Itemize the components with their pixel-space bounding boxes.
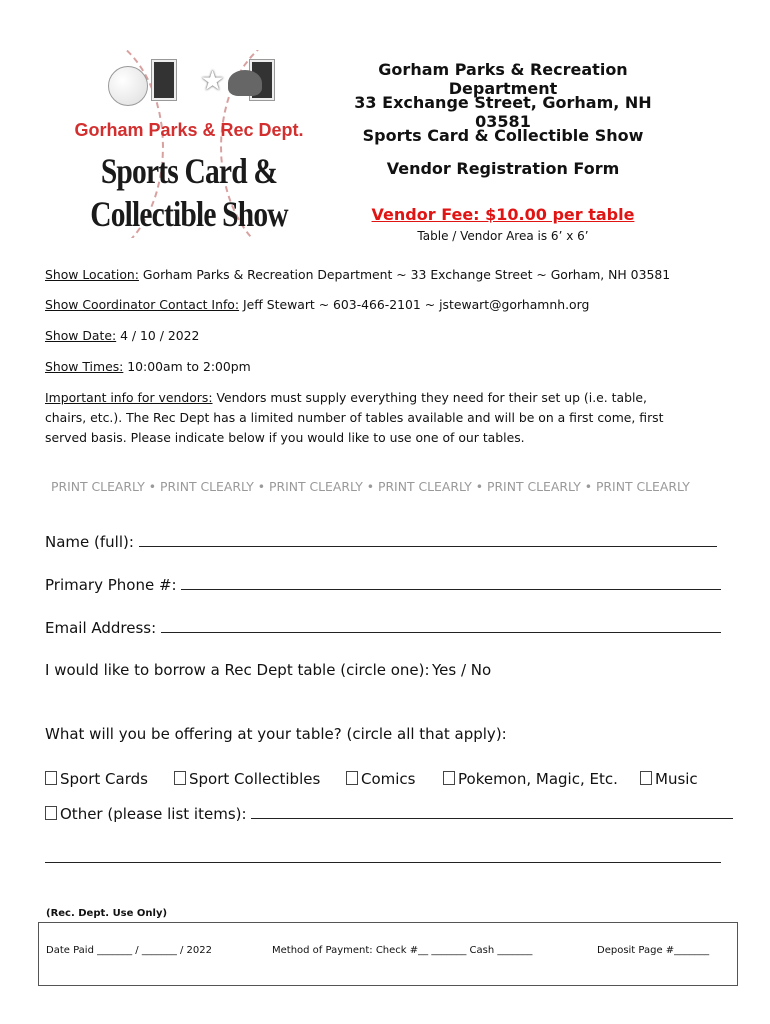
other-label: Other (please list items): xyxy=(60,805,247,823)
other-input-line-2[interactable] xyxy=(45,848,721,863)
date-paid: Date Paid _______ / _______ / 2022 xyxy=(46,945,212,956)
show-date-value: 4 / 10 / 2022 xyxy=(116,328,200,343)
phone-input-line[interactable] xyxy=(181,575,721,590)
baseball-icon xyxy=(108,66,148,106)
payment-method: Method of Payment: Check #__ _______ Cash _______ xyxy=(272,945,533,956)
helmet-icon xyxy=(228,70,262,96)
option-pokemon-magic[interactable]: Pokemon, Magic, Etc. xyxy=(443,770,618,788)
important-info-label: Important info for vendors: xyxy=(45,390,213,405)
other-field[interactable] xyxy=(45,804,733,823)
show-date-label: Show Date: xyxy=(45,328,117,343)
option-sport-collectibles[interactable]: Sport Collectibles xyxy=(174,770,320,788)
logo-dept-text: Gorham Parks & Rec Dept. xyxy=(74,120,304,140)
show-location xyxy=(45,265,735,285)
checkbox-icon[interactable] xyxy=(45,771,57,785)
logo-line-2: Collectible Show xyxy=(90,194,288,234)
name-input-line[interactable] xyxy=(139,532,717,547)
deposit-page: Deposit Page #_______ xyxy=(597,945,710,956)
name-label: Name (full): xyxy=(45,533,134,551)
important-info-value: Vendors must supply everything they need for their set up (i.e. table, chairs, etc.). The Rec Dept has a limited number of tables available and will be on a first come, first served basis. Please indicate below if you would like to use one of our tables. xyxy=(45,390,664,445)
email-input-line[interactable] xyxy=(161,618,721,633)
show-coordinator xyxy=(45,295,735,315)
show-coordinator-value: Jeff Stewart ~ 603-466-2101 ~ jstewart@gorhamnh.org xyxy=(239,297,590,312)
show-times-label: Show Times: xyxy=(45,359,124,374)
event-logo xyxy=(60,50,318,238)
print-clearly-banner: PRINT CLEARLY • PRINT CLEARLY • PRINT CLEARLY • PRINT CLEARLY • PRINT CLEARLY • PRINT CLEARLY xyxy=(51,479,690,494)
option-comics[interactable]: Comics xyxy=(346,770,416,788)
star-icon: ★ xyxy=(200,65,226,96)
header-form-title: Vendor Registration Form xyxy=(386,159,620,178)
checkbox-icon[interactable] xyxy=(346,771,358,785)
checkbox-icon[interactable] xyxy=(443,771,455,785)
checkbox-icon[interactable] xyxy=(45,806,57,820)
vendor-area: Table / Vendor Area is 6’ x 6’ xyxy=(417,229,589,243)
option-sport-cards[interactable]: Sport Cards xyxy=(45,770,148,788)
borrow-label: I would like to borrow a Rec Dept table (circle one): xyxy=(45,661,430,679)
office-use-title: (Rec. Dept. Use Only) xyxy=(46,908,168,919)
vendor-fee: Vendor Fee: $10.00 per table xyxy=(371,205,635,224)
phone-field[interactable] xyxy=(45,575,721,594)
email-field[interactable] xyxy=(45,618,721,637)
show-times xyxy=(45,357,735,377)
show-date xyxy=(45,326,735,346)
important-info xyxy=(45,388,675,448)
borrow-options[interactable]: Yes / No xyxy=(432,661,492,679)
other-input-line[interactable] xyxy=(251,804,733,819)
email-label: Email Address: xyxy=(45,619,157,637)
borrow-table-question xyxy=(45,661,430,679)
show-location-value: Gorham Parks & Recreation Department ~ 33 Exchange Street ~ Gorham, NH 03581 xyxy=(138,267,671,282)
checkbox-icon[interactable] xyxy=(174,771,186,785)
name-field[interactable] xyxy=(45,532,717,551)
logo-line-1: Sports Card & xyxy=(100,151,278,191)
offering-question: What will you be offering at your table? (circle all that apply): xyxy=(45,725,507,743)
checkbox-icon[interactable] xyxy=(640,771,652,785)
option-music[interactable]: Music xyxy=(640,770,698,788)
show-coordinator-label: Show Coordinator Contact Info: xyxy=(45,297,240,312)
header-address: 33 Exchange Street, Gorham, NH 03581 xyxy=(354,93,652,131)
phone-label: Primary Phone #: xyxy=(45,576,177,594)
show-location-label: Show Location: xyxy=(45,267,139,282)
header-org: Gorham Parks & Recreation Department xyxy=(378,60,628,98)
show-times-value: 10:00am to 2:00pm xyxy=(123,359,251,374)
header-event: Sports Card & Collectible Show xyxy=(362,126,644,145)
trading-card-icon xyxy=(152,60,176,100)
